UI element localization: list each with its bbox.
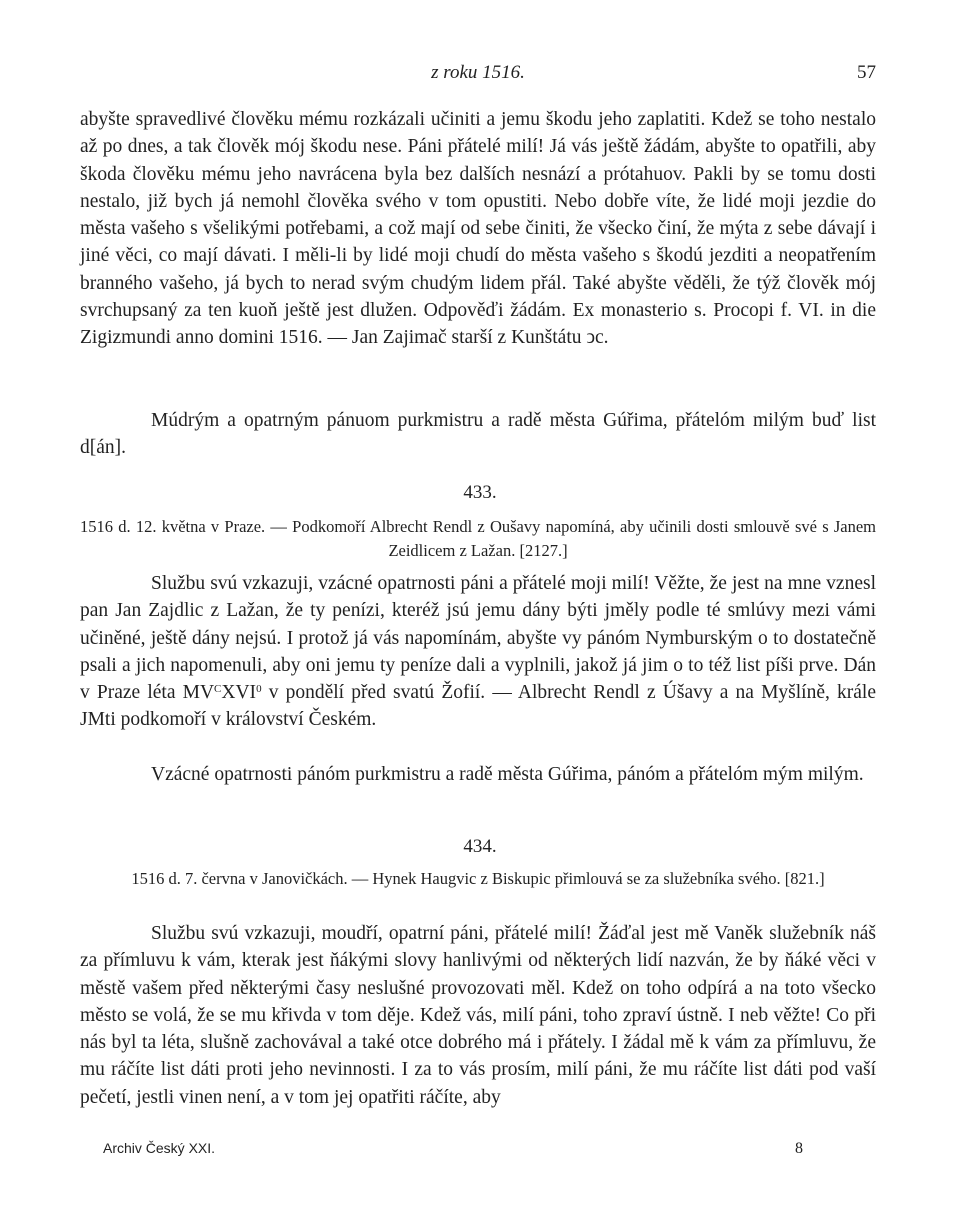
running-head [80, 62, 876, 88]
running-title: z roku 1516. [431, 62, 525, 83]
document-body-434: Službu svú vzkazuji, moudří, opatrní páni, přátelé milí! Žáďal jest mě Vaněk služebník náš za přímluvu k vám, kterak jest ňákými slovy hanlivými od některých lidí nazván, že by ňáké věci v městě vašem před některými časy neslušné provozovati měl. Kdež on toho odpírá a na toto všecko město se volá, že se mu křivda v tom děje. Kdež vás, milí páni, toho zpraví ústně. I neb věžte! Co při nás byl ta léta, slušně zachovával a také otce dobrého má i přátely. I žádal mě k vám za přímluvu, že mu ráčíte list dáti proti jeho nevinnosti. I za to vás prosím, milí páni, že mu ráčíte list dáti pod vaší pečetí, jestli vinen není, a v tom jej opatřiti ráčíte, aby [80, 923, 876, 1108]
footer-signature: 8 [795, 1140, 803, 1157]
continuation-address: Múdrým a opatrným pánuom purkmistru a radě města Gúřima, přátelóm milým buď list d[án]. [80, 410, 876, 459]
document-body-433 [80, 570, 876, 734]
document-body-433-text: Službu svú vzkazuji, vzácné opatrnosti páni a přátelé moji milí! Věžte, že jest na mne vznesl pan Jan Zajdlic z Lažan, že ty penízi, kteréž jsú jemu dány býti jměly podle té smlúvy mezi vámi učiněné, ještě dány nejsú. I protož já vás napomínám, abyšte vy pánóm Nymburským o to dostatečně psali a jich napomenuli, aby oni jemu ty peníze dali a vyplnili, jakož já jim o to též list píši prve. Dán v Praze léta MV [80, 573, 876, 704]
document-address-433: Vzácné opatrnosti pánóm purkmistru a radě města Gúřima, pánóm a přátelóm mým milým. [151, 764, 864, 785]
page-footer [103, 1140, 803, 1162]
footer-source: Archiv Český XXI. [103, 1140, 216, 1156]
page-number: 57 [857, 62, 876, 83]
continuation-paragraph: abyšte spravedlivé člověku mému rozkázali učiniti a jemu škodu jeho zaplatiti. Kdež se toho nestalo až po dnes, a tak člověk mój škodu nese. Páni přátelé milí! Já vás ještě žádám, abyšte to opatřili, aby škoda člověku mému jeho navrácena byla bez dalších nesnází a prótahuov. Pakli by se tomu dosti nestalo, již bych já nemohl člověka svého v tom opustiti. Nebo dobře víte, že lidé moji jezdie do města vašeho s všelikými potřebami, a což mají od sebe činiti, že všecko činí, že mýta z sebe dávají i jiné věci, co mají dávati. I měli-li by lidé moji chudí do města vašeho s škodú jezditi a neopatřením branného vašeho, já bych to nerad svým chudým lidem přál. Také abyšte věděli, že týž člověk mój svrchupsaný za ten kuoň ještě jest dlužen. Odpověďi žádám. Ex monasterio s. Procopi f. VI. in die Zigizmundi anno domini 1516. — Jan Zajimač starší z Kunštátu ͻc. [80, 109, 876, 349]
document-number-433: 433. [463, 482, 497, 503]
document-number-434: 434. [463, 836, 497, 857]
date-roman-text: XVI [221, 682, 257, 704]
document-header-433: 1516 d. 12. května v Praze. — Podkomoří Albrecht Rendl z Oušavy napomíná, aby učinili dosti smlouvě své s Janem Zeidlicem z Lažan. [2127.] [80, 517, 876, 560]
date-superscript-0: 0 [256, 683, 262, 696]
date-superscript-c: C [214, 683, 222, 696]
document-body-433-end: v pondělí před svatú Žofií. — Albrecht Rendl z Úšavy a na Myšlíně, krále JMti podkomoří v království Českém. [80, 682, 876, 731]
document-header-434: 1516 d. 7. června v Janovičkách. — Hynek Haugvic z Biskupic přimlouvá se za služebníka svého. [821.] [131, 869, 825, 888]
